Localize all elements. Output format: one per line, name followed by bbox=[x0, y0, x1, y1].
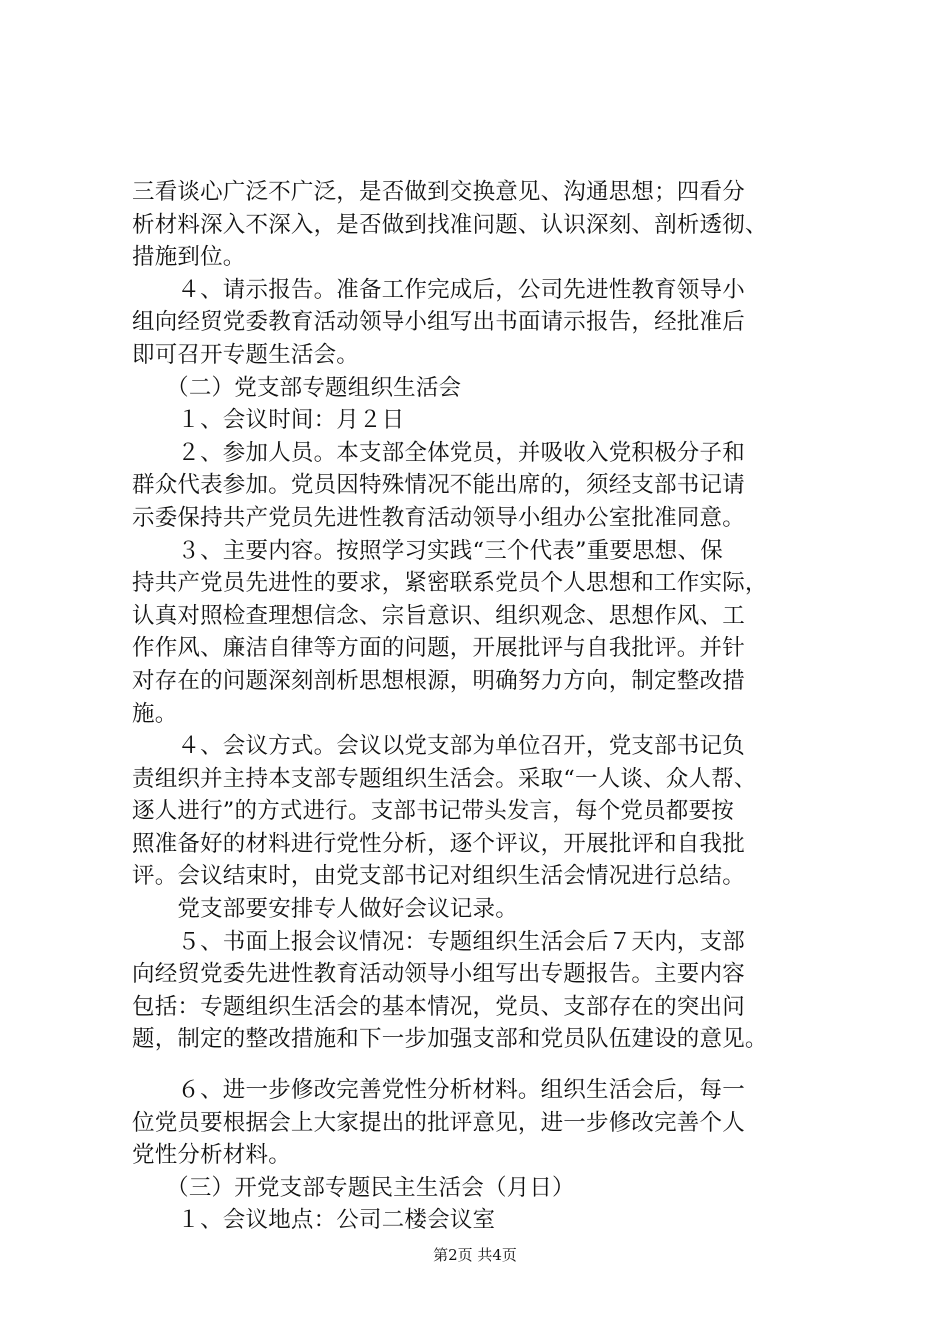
text-line: 逐人进行”的方式进行。支部书记带头发言，每个党员都要按 bbox=[132, 798, 734, 825]
text-line: １、会议地点：公司二楼会议室 bbox=[132, 1207, 496, 1234]
text-line: 持共产党员先进性的要求，紧密联系党员个人思想和工作实际， bbox=[132, 570, 768, 597]
text-line: 党性分析材料。 bbox=[132, 1142, 291, 1169]
text-line: 即可召开专题生活会。 bbox=[132, 341, 360, 368]
text-line: 题，制定的整改措施和下一步加强支部和党员队伍建设的意见。 bbox=[132, 1026, 768, 1053]
text-line: 党支部要安排专人做好会议记录。 bbox=[132, 896, 518, 923]
text-line: 作作风、廉洁自律等方面的问题，开展批评与自我批评。并针 bbox=[132, 635, 745, 662]
paragraph-gap bbox=[132, 1056, 850, 1074]
text-line: ５、书面上报会议情况：专题组织生活会后７天内，支部 bbox=[132, 928, 745, 955]
text-line: 析材料深入不深入，是否做到找准问题、认识深刻、剖析透彻、 bbox=[132, 211, 768, 238]
text-line: ４、请示报告。准备工作完成后，公司先进性教育领导小 bbox=[132, 276, 745, 303]
text-line: 对存在的问题深刻剖析思想根源，明确努力方向，制定整改措 bbox=[132, 667, 745, 694]
text-line: 三看谈心广泛不广泛，是否做到交换意见、沟通思想；四看分 bbox=[132, 179, 745, 205]
text-line: ６、进一步修改完善党性分析材料。组织生活会后，每一 bbox=[132, 1077, 745, 1104]
text-line: 组向经贸党委教育活动领导小组写出书面请示报告，经批准后 bbox=[132, 309, 745, 336]
page-number-footer: 第2页 共4页 bbox=[433, 1246, 517, 1264]
text-line: 认真对照检查理想信念、宗旨意识、组织观念、思想作风、工 bbox=[132, 602, 745, 629]
document-body bbox=[132, 176, 850, 1237]
text-line: 位党员要根据会上大家提出的批评意见，进一步修改完善个人 bbox=[132, 1109, 745, 1136]
text-line: 责组织并主持本支部专题组织生活会。采取“一人谈、众人帮、 bbox=[132, 765, 757, 792]
text-line: 群众代表参加。党员因特殊情况不能出席的，须经支部书记请 bbox=[132, 472, 745, 499]
text-line: 评。会议结束时，由党支部书记对组织生活会情况进行总结。 bbox=[132, 863, 745, 890]
text-line: ４、会议方式。会议以党支部为单位召开，党支部书记负 bbox=[132, 733, 745, 760]
text-line: １、会议时间：月２日 bbox=[132, 407, 405, 434]
text-line: ３、主要内容。按照学习实践“三个代表”重要思想、保 bbox=[132, 537, 723, 564]
section-heading: （二）党支部专题组织生活会 bbox=[132, 374, 462, 401]
text-line: 措施到位。 bbox=[132, 244, 246, 271]
text-line: 向经贸党委先进性教育活动领导小组写出专题报告。主要内容 bbox=[132, 961, 745, 988]
text-line: 照准备好的材料进行党性分析，逐个评议，开展批评和自我批 bbox=[132, 830, 745, 857]
text-line: 施。 bbox=[132, 700, 178, 727]
section-heading: （三）开党支部专题民主生活会（月日） bbox=[132, 1174, 575, 1201]
text-line: 示委保持共产党员先进性教育活动领导小组办公室批准同意。 bbox=[132, 504, 745, 531]
text-line: 包括：专题组织生活会的基本情况，党员、支部存在的突出问 bbox=[132, 993, 745, 1020]
text-line: ２、参加人员。本支部全体党员，并吸收入党积极分子和 bbox=[132, 439, 745, 466]
